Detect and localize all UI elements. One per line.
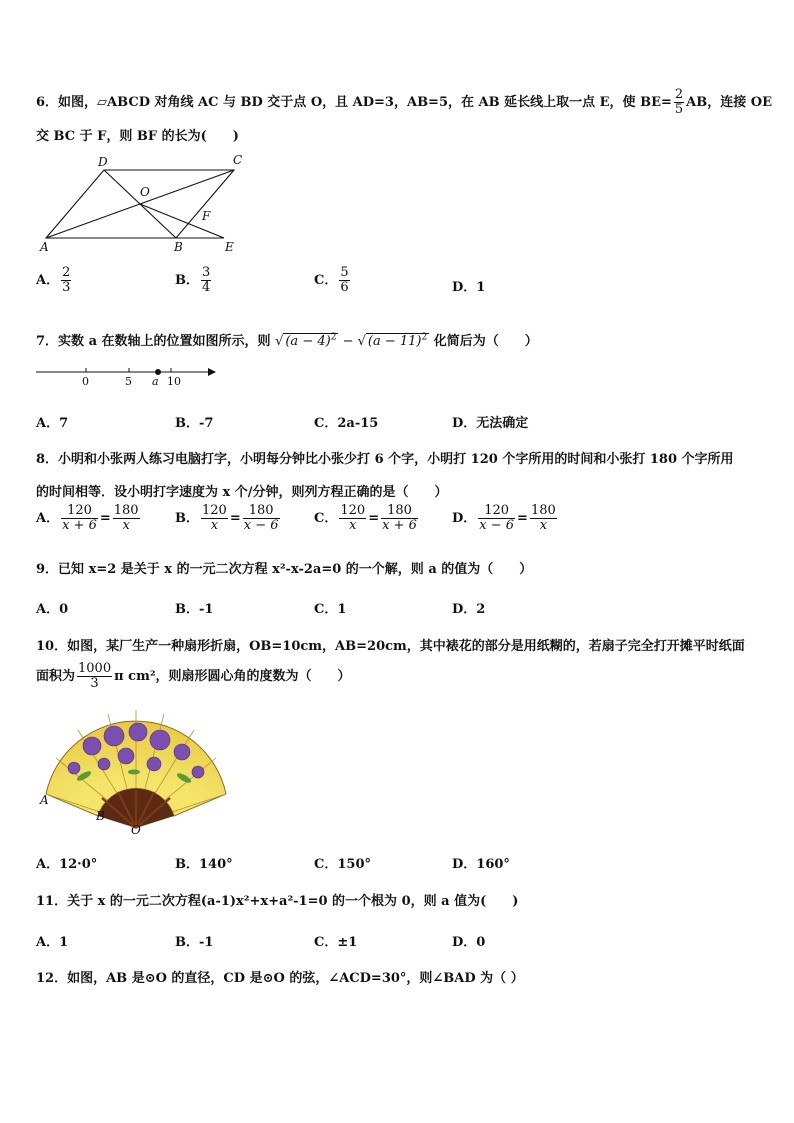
q8-stem-line1: 8．小明和小张两人练习电脑打字，小明每分钟比小张少打 6 个字，小明打 120 个字所用的时间和小张打 180 个字所用 [36, 452, 734, 467]
q9-stem: 9．已知 x=2 是关于 x 的一元二次方程 x²-x-2a=0 的一个解，则 a 的值为（ ） [36, 562, 533, 577]
tick-5: 5 [125, 375, 132, 388]
q8-stem-line2: 的时间相等．设小明打字速度为 x 个/分钟，则列方程正确的是（ ） [36, 485, 448, 500]
q8-option-d[interactable]: D． $\frac{120}{x - 6}$ = $\frac{180}{x}$ [452, 503, 556, 533]
label-o: O [140, 185, 150, 199]
q10-option-b[interactable]: B．140° [175, 857, 233, 872]
q11-option-b[interactable]: B．-1 [175, 935, 214, 950]
label-a: A [40, 240, 49, 254]
tick-a: a [152, 375, 159, 388]
q9-option-a[interactable]: A．0 [36, 602, 69, 617]
q8-option-a[interactable]: A． $\frac{120}{x + 6}$ = $\frac{180}{x}$ [36, 503, 139, 533]
folding-fan-figure [34, 706, 234, 836]
fan-label-b: B [96, 809, 105, 823]
q6-option-b[interactable]: B． $\frac{3}{4}$ [175, 265, 211, 295]
q7-option-d[interactable]: D．无法确定 [452, 416, 529, 431]
q8-option-c[interactable]: C． $\frac{120}{x}$ = $\frac{180}{x + 6}$ [314, 503, 417, 533]
q6-stem-text: 6．如图，▱ABCD 对角线 AC 与 BD 交于点 O，且 AD=3，AB=5，在 AB 延长线上取一点 E，使 BE= [36, 95, 672, 110]
q7-stem: 7．实数 a 在数轴上的位置如图所示，则 √ $(a - 4)^2$ − √ $(a - 11)^2$ 化简后为（ ） [36, 332, 538, 349]
q6-stem-text-end: AB，连接 OE [686, 95, 772, 110]
q9-option-c[interactable]: C．1 [314, 602, 347, 617]
label-b: B [174, 240, 183, 254]
q6-frac-num: 2 [674, 87, 684, 102]
label-d: D [98, 155, 108, 169]
parallelogram-figure [32, 150, 292, 255]
q9-option-b[interactable]: B．-1 [175, 602, 214, 617]
q11-option-d[interactable]: D．0 [452, 935, 486, 950]
q8-option-b[interactable]: B． $\frac{120}{x}$ = $\frac{180}{x - 6}$ [175, 503, 279, 533]
sqrt-expression: √ $(a - 4)^2$ − √ $(a - 11)^2$ [275, 332, 428, 349]
q9-option-d[interactable]: D．2 [452, 602, 486, 617]
q6-fraction [674, 88, 684, 117]
q6-option-d[interactable]: D．1 [452, 280, 486, 295]
label-f: F [202, 209, 211, 223]
q7-option-c[interactable]: C．2a-15 [314, 416, 379, 431]
tick-0: 0 [82, 375, 89, 388]
q6-stem-line2: 交 BC 于 F，则 BF 的长为( ) [36, 129, 239, 144]
q10-option-d[interactable]: D．160° [452, 857, 510, 872]
label-e: E [225, 240, 234, 254]
q11-option-a[interactable]: A．1 [36, 935, 69, 950]
q12-stem: 12．如图，AB 是⊙O 的直径，CD 是⊙O 的弦，∠ACD=30°，则∠BAD 为（ ） [36, 971, 524, 986]
q10-stem-line2: 面积为 $\frac{1000}{3}$ π cm²，则扇形圆心角的度数为（ ） [36, 661, 351, 691]
fan-label-a: A [40, 793, 49, 807]
q6-frac-den: 5 [674, 102, 684, 117]
fan-label-o: O [131, 823, 141, 836]
q7-option-b[interactable]: B．-7 [175, 416, 214, 431]
q6-option-a[interactable]: A． $\frac{2}{3}$ [36, 265, 71, 295]
q11-option-c[interactable]: C．±1 [314, 935, 358, 950]
q6-option-c[interactable]: C． $\frac{5}{6}$ [314, 265, 349, 295]
q7-option-a[interactable]: A．7 [36, 416, 69, 431]
tick-10: 10 [167, 375, 181, 388]
q10-fraction: $\frac{1000}{3}$ [78, 661, 112, 691]
q6-stem-line1 [36, 88, 772, 117]
q10-stem-line1: 10．如图，某厂生产一种扇形折扇，OB=10cm，AB=20cm，其中裱花的部分是用纸糊的，若扇子完全打开摊平时纸面 [36, 639, 745, 654]
label-c: C [233, 153, 243, 167]
q10-option-a[interactable]: A．12·0° [36, 857, 98, 872]
q10-option-c[interactable]: C．150° [314, 857, 371, 872]
q11-stem: 11．关于 x 的一元二次方程(a-1)x²+x+a²-1=0 的一个根为 0，则 a 值为( ) [36, 894, 519, 909]
number-line-figure [36, 362, 226, 392]
